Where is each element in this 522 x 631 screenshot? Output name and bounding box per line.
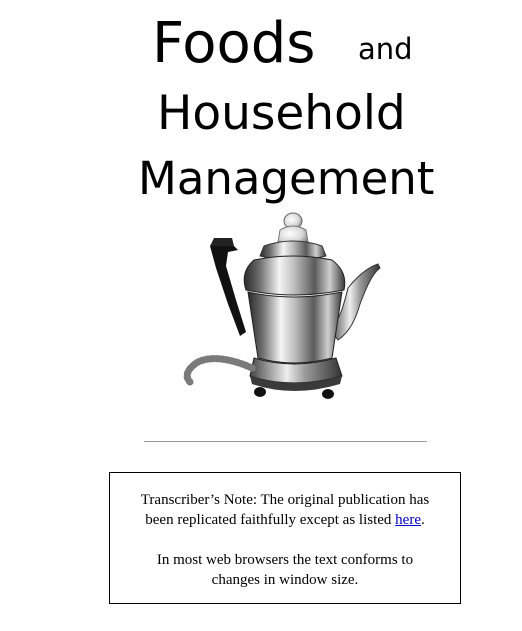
transcriber-note-box <box>109 472 461 604</box>
note-line-2-text: been replicated faithfully except as listed <box>145 512 396 528</box>
title-management: Management <box>138 152 435 205</box>
note-here-link[interactable]: here <box>395 512 421 528</box>
note-line-2-period: . <box>420 512 425 528</box>
title-foods: Foods <box>152 11 316 76</box>
title-and: and <box>358 32 413 66</box>
note-spacer <box>110 530 460 550</box>
coffee-percolator-icon <box>180 208 385 408</box>
title-household: Household <box>157 86 406 141</box>
note-line-3: In most web browsers the text conforms to <box>156 552 414 568</box>
note-line-2 <box>110 510 460 530</box>
section-divider <box>144 441 427 442</box>
note-line-1: Transcriber’s Note: The original publication has <box>140 492 430 508</box>
note-line-4: changes in window size. <box>211 572 359 588</box>
